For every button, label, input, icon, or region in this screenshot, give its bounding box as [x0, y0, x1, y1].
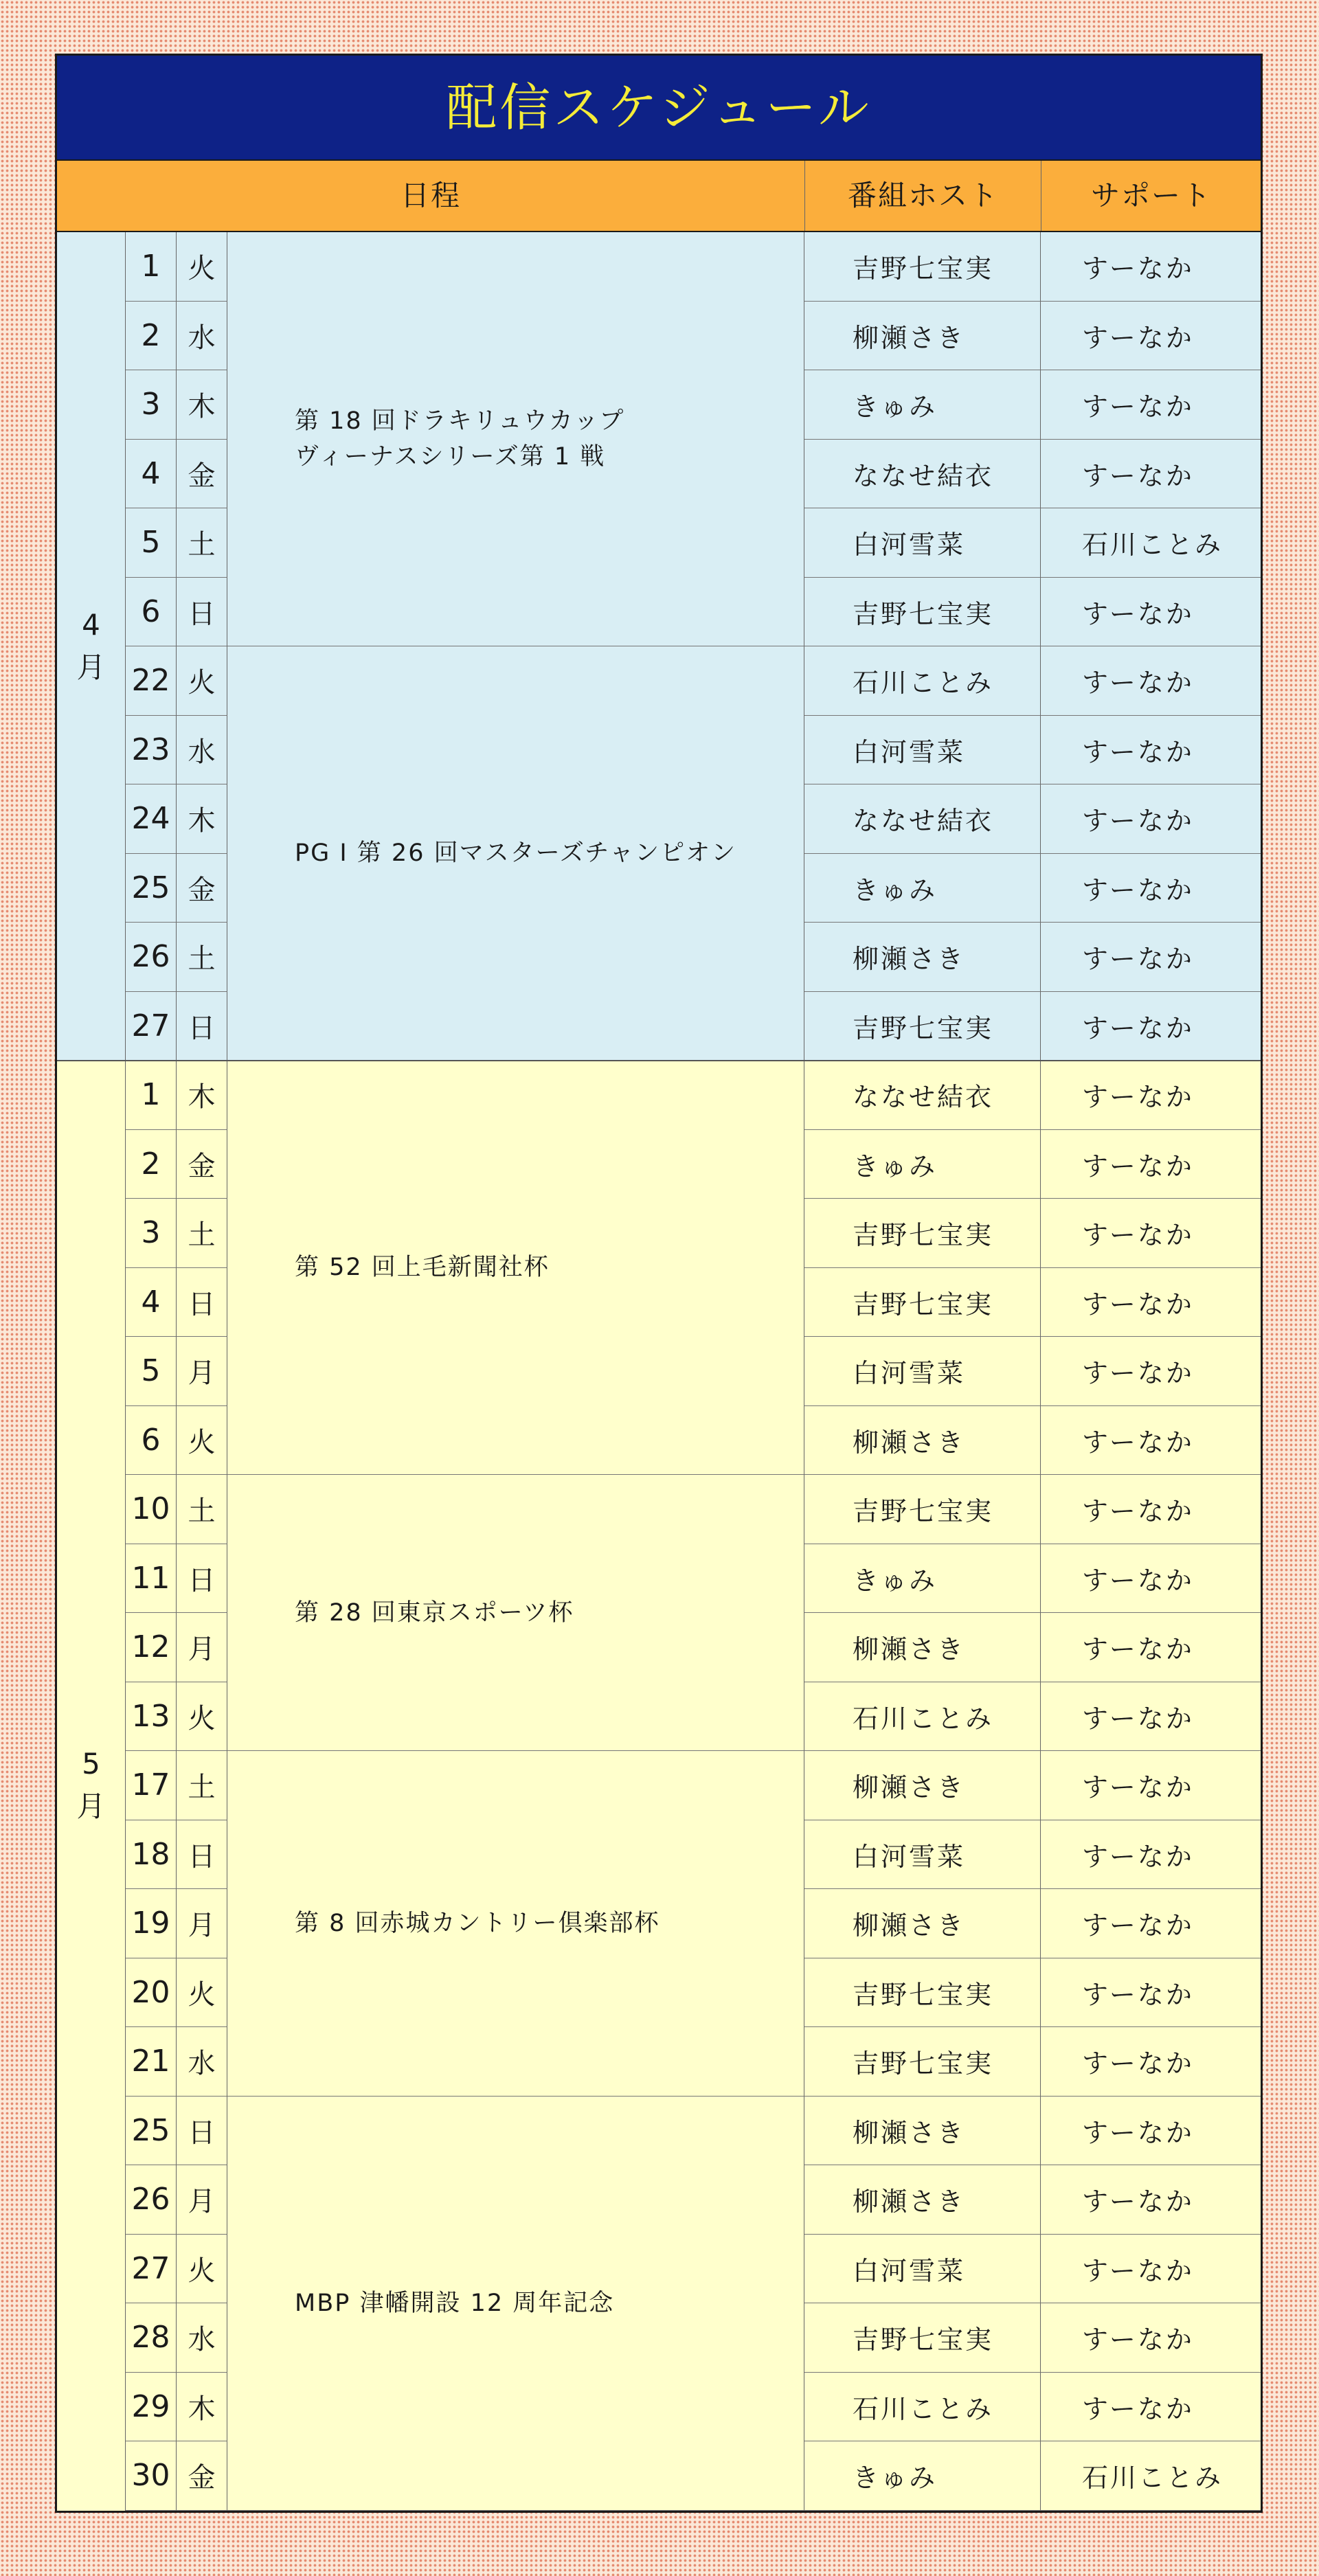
host-name: 石川ことみ	[804, 2373, 1041, 2442]
support-name: すーなか	[1041, 1958, 1261, 2028]
header-schedule: 日程	[400, 179, 461, 212]
support-name: すーなか	[1041, 1751, 1261, 1820]
host-name: 吉野七宝実	[804, 1199, 1041, 1268]
support-name: すーなか	[1041, 1889, 1261, 1958]
host-name: きゅみ	[804, 1544, 1041, 1614]
support-name: すーなか	[1041, 1544, 1261, 1614]
host-name: 柳瀬さき	[804, 2165, 1041, 2235]
day-number: 18	[126, 1820, 177, 1890]
support-name: 石川ことみ	[1041, 508, 1261, 578]
host-name: 柳瀬さき	[804, 1406, 1041, 1476]
host-name: 白河雪菜	[804, 1820, 1041, 1890]
day-of-week: 水	[177, 2303, 227, 2373]
host-name: ななせ結衣	[804, 1061, 1041, 1130]
day-of-week: 日	[177, 578, 227, 647]
support-name: すーなか	[1041, 1820, 1261, 1890]
event-name: 第 28 回東京スポーツ杯	[227, 1475, 804, 1751]
host-name: 吉野七宝実	[804, 232, 1041, 302]
host-name: 柳瀬さき	[804, 2097, 1041, 2166]
host-name: 石川ことみ	[804, 646, 1041, 716]
support-name: すーなか	[1041, 1682, 1261, 1752]
support-name: すーなか	[1041, 1061, 1261, 1130]
day-of-week: 金	[177, 1130, 227, 1199]
header-support: サポート	[1041, 161, 1261, 231]
day-of-week: 火	[177, 1958, 227, 2028]
day-number: 22	[126, 646, 177, 716]
support-name: すーなか	[1041, 1475, 1261, 1544]
day-number: 5	[126, 1337, 177, 1406]
day-number: 23	[126, 716, 177, 785]
event-name: PG I 第 26 回マスターズチャンピオン	[227, 646, 804, 1061]
day-of-week: 水	[177, 716, 227, 785]
support-name: 石川ことみ	[1041, 2441, 1261, 2511]
host-name: 吉野七宝実	[804, 1958, 1041, 2028]
host-name: きゅみ	[804, 854, 1041, 923]
day-of-week: 土	[177, 923, 227, 992]
host-name: きゅみ	[804, 1130, 1041, 1199]
day-number: 4	[126, 440, 177, 509]
day-number: 27	[126, 992, 177, 1061]
day-number: 3	[126, 370, 177, 440]
day-of-week: 月	[177, 1889, 227, 1958]
event-name: MBP 津幡開設 12 周年記念	[227, 2097, 804, 2511]
day-number: 2	[126, 302, 177, 371]
header-host: 番組ホスト	[804, 161, 1041, 231]
support-name: すーなか	[1041, 716, 1261, 785]
host-name: 柳瀬さき	[804, 1889, 1041, 1958]
day-number: 24	[126, 784, 177, 854]
support-name: すーなか	[1041, 2165, 1261, 2235]
month-label-char: 4	[82, 608, 100, 642]
event-name: 第 8 回赤城カントリー倶楽部杯	[227, 1751, 804, 2097]
day-of-week: 土	[177, 1199, 227, 1268]
day-number: 21	[126, 2027, 177, 2097]
day-number: 17	[126, 1751, 177, 1820]
support-name: すーなか	[1041, 2373, 1261, 2442]
support-name: すーなか	[1041, 370, 1261, 440]
support-name: すーなか	[1041, 1199, 1261, 1268]
event-name: 第 52 回上毛新聞社杯	[227, 1061, 804, 1475]
day-of-week: 木	[177, 1061, 227, 1130]
day-of-week: 土	[177, 508, 227, 578]
day-number: 19	[126, 1889, 177, 1958]
support-name: すーなか	[1041, 1268, 1261, 1337]
host-name: 柳瀬さき	[804, 1751, 1041, 1820]
day-number: 6	[126, 578, 177, 647]
host-name: 白河雪菜	[804, 716, 1041, 785]
day-number: 12	[126, 1613, 177, 1682]
day-of-week: 水	[177, 302, 227, 371]
support-name: すーなか	[1041, 1337, 1261, 1406]
day-number: 3	[126, 1199, 177, 1268]
day-of-week: 日	[177, 1268, 227, 1337]
support-name: すーなか	[1041, 854, 1261, 923]
day-of-week: 木	[177, 784, 227, 854]
support-name: すーなか	[1041, 1613, 1261, 1682]
day-number: 20	[126, 1958, 177, 2028]
day-number: 25	[126, 854, 177, 923]
host-name: 石川ことみ	[804, 1682, 1041, 1752]
table-header-row	[57, 161, 1261, 232]
day-of-week: 火	[177, 646, 227, 716]
day-of-week: 金	[177, 2441, 227, 2511]
day-number: 27	[126, 2235, 177, 2304]
day-number: 28	[126, 2303, 177, 2373]
host-name: きゅみ	[804, 370, 1041, 440]
day-number: 11	[126, 1544, 177, 1614]
day-of-week: 金	[177, 854, 227, 923]
month-label-char: 月	[76, 1789, 106, 1824]
host-name: 吉野七宝実	[804, 1268, 1041, 1337]
day-of-week: 日	[177, 1544, 227, 1614]
month-label	[57, 232, 126, 1061]
support-name: すーなか	[1041, 1406, 1261, 1476]
host-name: 吉野七宝実	[804, 578, 1041, 647]
day-number: 10	[126, 1475, 177, 1544]
support-name: すーなか	[1041, 1130, 1261, 1199]
day-of-week: 月	[177, 2165, 227, 2235]
host-name: ななせ結衣	[804, 784, 1041, 854]
support-name: すーなか	[1041, 2303, 1261, 2373]
support-name: すーなか	[1041, 232, 1261, 302]
page-title: 配信スケジュール	[57, 56, 1261, 161]
host-name: 柳瀬さき	[804, 923, 1041, 992]
day-number: 6	[126, 1406, 177, 1476]
day-of-week: 金	[177, 440, 227, 509]
host-name: 吉野七宝実	[804, 2303, 1041, 2373]
day-number: 4	[126, 1268, 177, 1337]
day-of-week: 月	[177, 1337, 227, 1406]
day-number: 5	[126, 508, 177, 578]
support-name: すーなか	[1041, 923, 1261, 992]
support-name: すーなか	[1041, 784, 1261, 854]
day-of-week: 水	[177, 2027, 227, 2097]
support-name: すーなか	[1041, 2027, 1261, 2097]
schedule-grid	[57, 232, 1261, 2511]
host-name: ななせ結衣	[804, 440, 1041, 509]
day-of-week: 日	[177, 1820, 227, 1890]
support-name: すーなか	[1041, 440, 1261, 509]
host-name: 吉野七宝実	[804, 2027, 1041, 2097]
day-of-week: 日	[177, 2097, 227, 2166]
day-number: 25	[126, 2097, 177, 2166]
support-name: すーなか	[1041, 578, 1261, 647]
day-number: 29	[126, 2373, 177, 2442]
support-name: すーなか	[1041, 2235, 1261, 2304]
host-name: 白河雪菜	[804, 508, 1041, 578]
day-of-week: 火	[177, 1682, 227, 1752]
day-of-week: 火	[177, 232, 227, 302]
support-name: すーなか	[1041, 992, 1261, 1061]
host-name: 白河雪菜	[804, 1337, 1041, 1406]
day-number: 13	[126, 1682, 177, 1752]
day-number: 26	[126, 2165, 177, 2235]
month-label-char: 5	[82, 1747, 100, 1781]
day-number: 30	[126, 2441, 177, 2511]
host-name: きゅみ	[804, 2441, 1041, 2511]
day-of-week: 土	[177, 1475, 227, 1544]
day-of-week: 木	[177, 370, 227, 440]
support-name: すーなか	[1041, 646, 1261, 716]
day-of-week: 火	[177, 2235, 227, 2304]
schedule-table	[55, 54, 1263, 2513]
day-of-week: 木	[177, 2373, 227, 2442]
day-number: 26	[126, 923, 177, 992]
support-name: すーなか	[1041, 302, 1261, 371]
day-of-week: 日	[177, 992, 227, 1061]
host-name: 吉野七宝実	[804, 992, 1041, 1061]
host-name: 白河雪菜	[804, 2235, 1041, 2304]
event-name: 第 18 回ドラキリュウカップ ヴィーナスシリーズ第 1 戦	[227, 232, 804, 646]
day-number: 1	[126, 232, 177, 302]
month-divider	[57, 1060, 1261, 1061]
day-number: 2	[126, 1130, 177, 1199]
host-name: 柳瀬さき	[804, 1613, 1041, 1682]
month-label-char: 月	[76, 651, 106, 684]
day-number: 1	[126, 1061, 177, 1130]
month-label	[57, 1061, 126, 2511]
day-of-week: 土	[177, 1751, 227, 1820]
day-of-week: 火	[177, 1406, 227, 1476]
support-name: すーなか	[1041, 2097, 1261, 2166]
host-name: 吉野七宝実	[804, 1475, 1041, 1544]
host-name: 柳瀬さき	[804, 302, 1041, 371]
day-of-week: 月	[177, 1613, 227, 1682]
